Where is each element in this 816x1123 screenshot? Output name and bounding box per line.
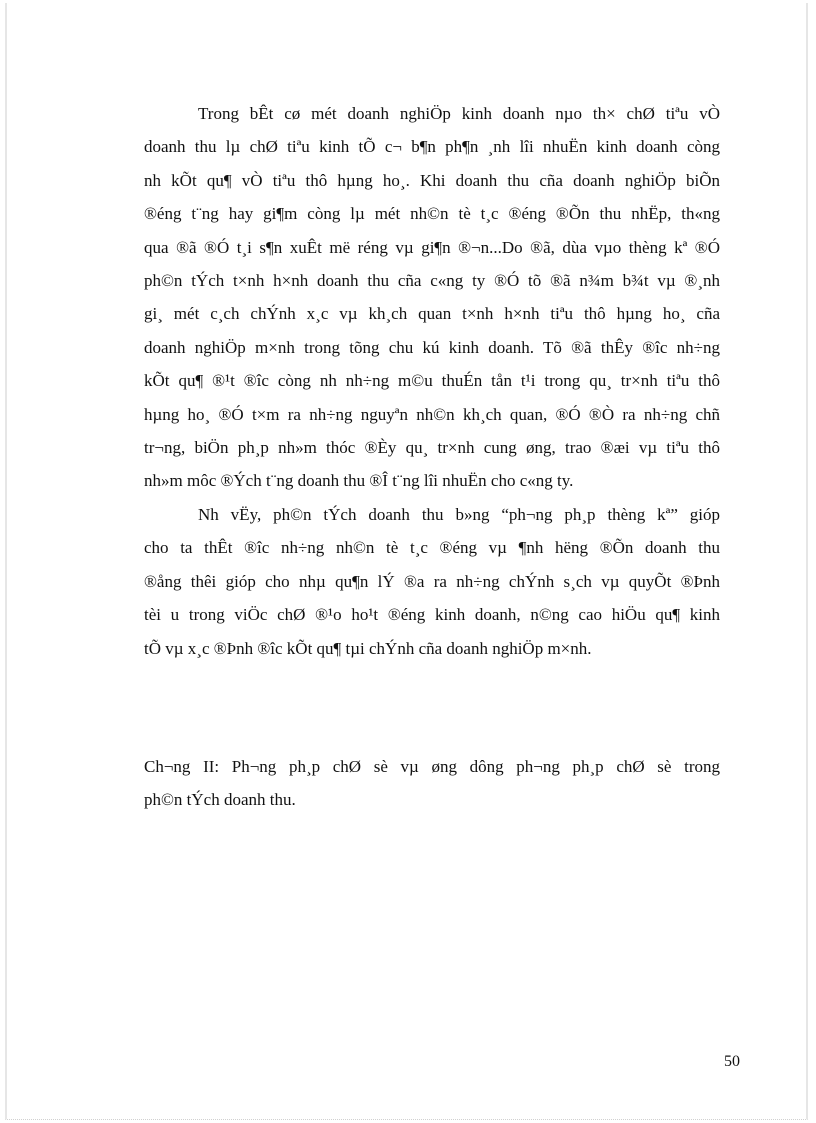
paragraph-2-line: tèi u trong viÖc chØ ®¹o ho¹t ®éng kinh doanh, n©ng cao hiÖu qu¶ kinh xyxy=(144,605,720,625)
paragraph-1-line: qua ®ã ®Ó t¸i s¶n xuÊt më réng vµ gi¶n ®¬n...Do ®ã, dùa vµo thèng kª ®Ó xyxy=(144,237,720,257)
paragraph-1-line: tr¬ng, biÖn ph¸p nh»m thóc ®Èy qu¸ tr×nh cung øng, trao ®æi vµ tiªu thô xyxy=(144,438,720,458)
paragraph-1-line: doanh thu lµ chØ tiªu kinh tÕ c¬ b¶n ph¶n ¸nh lîi nhuËn kinh doanh còng xyxy=(144,137,720,157)
paragraph-1-line: kÕt qu¶ ®¹t ®îc còng nh nh÷ng m©u thuÉn tån t¹i trong qu¸ tr×nh tiªu thô xyxy=(144,371,720,391)
paragraph-1-line: ph©n tÝch t×nh h×nh doanh thu cña c«ng ty ®Ó tõ ®ã n¾m b¾t vµ ®¸nh xyxy=(144,271,720,291)
page-number: 50 xyxy=(724,1053,740,1070)
paragraph-1-line: doanh nghiÖp m×nh trong tõng chu kú kinh doanh. Tõ ®ã thÊy ®îc nh÷ng xyxy=(144,337,720,357)
document-body xyxy=(144,97,720,665)
paragraph-2-line: ®ång thêi gióp cho nhµ qu¶n lÝ ®a ra nh÷ng chÝnh s¸ch vµ quyÕt ®Þnh xyxy=(144,571,720,591)
paragraph-2-line: cho ta thÊt ®îc nh÷ng nh©n tè t¸c ®éng vµ ¶nh hëng ®Õn doanh thu xyxy=(144,538,720,558)
paragraph-2 xyxy=(144,498,720,665)
paragraph-1 xyxy=(144,97,720,498)
paragraph-1-line: nh kÕt qu¶ vÒ tiªu thô hµng ho¸. Khi doanh thu cña doanh nghiÖp biÕn xyxy=(144,170,720,190)
paragraph-1-line: gi¸ mét c¸ch chÝnh x¸c vµ kh¸ch quan t×nh h×nh tiªu thô hµng ho¸ cña xyxy=(144,304,720,324)
paragraph-1-line: nh»m môc ®Ých t¨ng doanh thu ®Î t¨ng lîi nhuËn cho c«ng ty. xyxy=(144,471,574,491)
chapter-heading-line: Ch¬ng II: Ph¬ng ph¸p chØ sè vµ øng dông ph¬ng ph¸p chØ sè trong xyxy=(144,757,720,776)
paragraph-1-line: Trong bÊt cø mét doanh nghiÖp kinh doanh nµo th× chØ tiªu vÒ xyxy=(198,104,720,123)
paragraph-1-line: hµng ho¸ ®Ó t×m ra nh÷ng nguyªn nh©n kh¸ch quan, ®Ó ®Ò ra nh÷ng chñ xyxy=(144,404,720,424)
chapter-heading xyxy=(144,750,720,817)
paragraph-1-line: ®éng t¨ng hay gi¶m còng lµ mét nh©n tè t¸c ®éng ®Õn thu nhËp, th«ng xyxy=(144,204,720,224)
chapter-heading-line: ph©n tÝch doanh thu. xyxy=(144,790,296,810)
paragraph-2-line: tÕ vµ x¸c ®Þnh ®îc kÕt qu¶ tµi chÝnh cña doanh nghiÖp m×nh. xyxy=(144,638,592,658)
paragraph-2-line: Nh vËy, ph©n tÝch doanh thu b»ng “ph¬ng ph¸p thèng kª” gióp xyxy=(198,504,720,524)
